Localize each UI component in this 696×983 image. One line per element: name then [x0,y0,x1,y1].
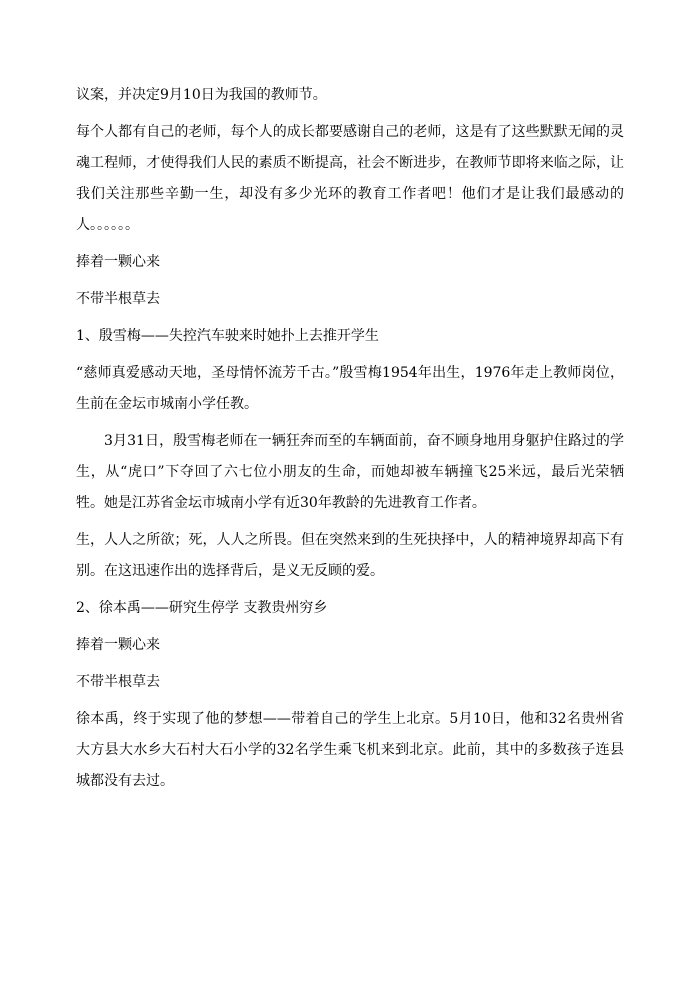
section-heading-yin-xuemei: 1、殷雪梅——失控汽车驶来时她扑上去推开学生 [76,328,379,344]
motto-line-2: 不带半根草去 [76,291,160,307]
paragraph-intro-end: 议案，并决定9月10日为我国的教师节。 [76,87,327,103]
paragraph-xu-benyu-story: 徐本禹，终于实现了他的梦想——带着自己的学生上北京。5月10日，他和32名贵州省大方县大水乡大石村大石小学的32名学生乘飞机来到北京。此前，其中的多数孩子连县城都没有去过。 [76,711,624,789]
document-page [76,80,624,803]
motto-line-4: 不带半根草去 [76,674,160,690]
paragraph-life-death: 生，人人之所欲；死，人人之所畏。但在突然来到的生死抉择中，人的精神境界却高下有别。在这迅速作出的选择背后，是义无反顾的爱。 [76,532,624,579]
section-heading-xu-benyu: 2、徐本禹——研究生停学 支教贵州穷乡 [76,600,328,616]
paragraph-yin-xuemei-intro: “慈师真爱感动天地，圣母情怀流芳千古。”殷雪梅1954年出生，1976年走上教师岗位，生前在金坛市城南小学任教。 [76,365,624,412]
motto-line-3: 捧着一颗心来 [76,637,160,653]
paragraph-yin-xuemei-story: 3月31日，殷雪梅老师在一辆狂奔而至的车辆面前，奋不顾身地用身躯护住路过的学生，从“虎口”下夺回了六七位小朋友的生命，而她却被车辆撞飞25米远，最后光荣牺牲。她是江苏省金坛市城南小学有近30年教龄的先进教育工作者。 [76,433,624,511]
paragraph-teacher-gratitude: 每个人都有自己的老师，每个人的成长都要感谢自己的老师，这是有了这些默默无闻的灵魂工程师，才使得我们人民的素质不断提高，社会不断进步，在教师节即将来临之际，让我们关注那些辛勤一生，却没有多少光环的教育工作者吧！他们才是让我们最感动的人。。。。。。 [76,124,624,233]
motto-line-1: 捧着一颗心来 [76,254,160,270]
